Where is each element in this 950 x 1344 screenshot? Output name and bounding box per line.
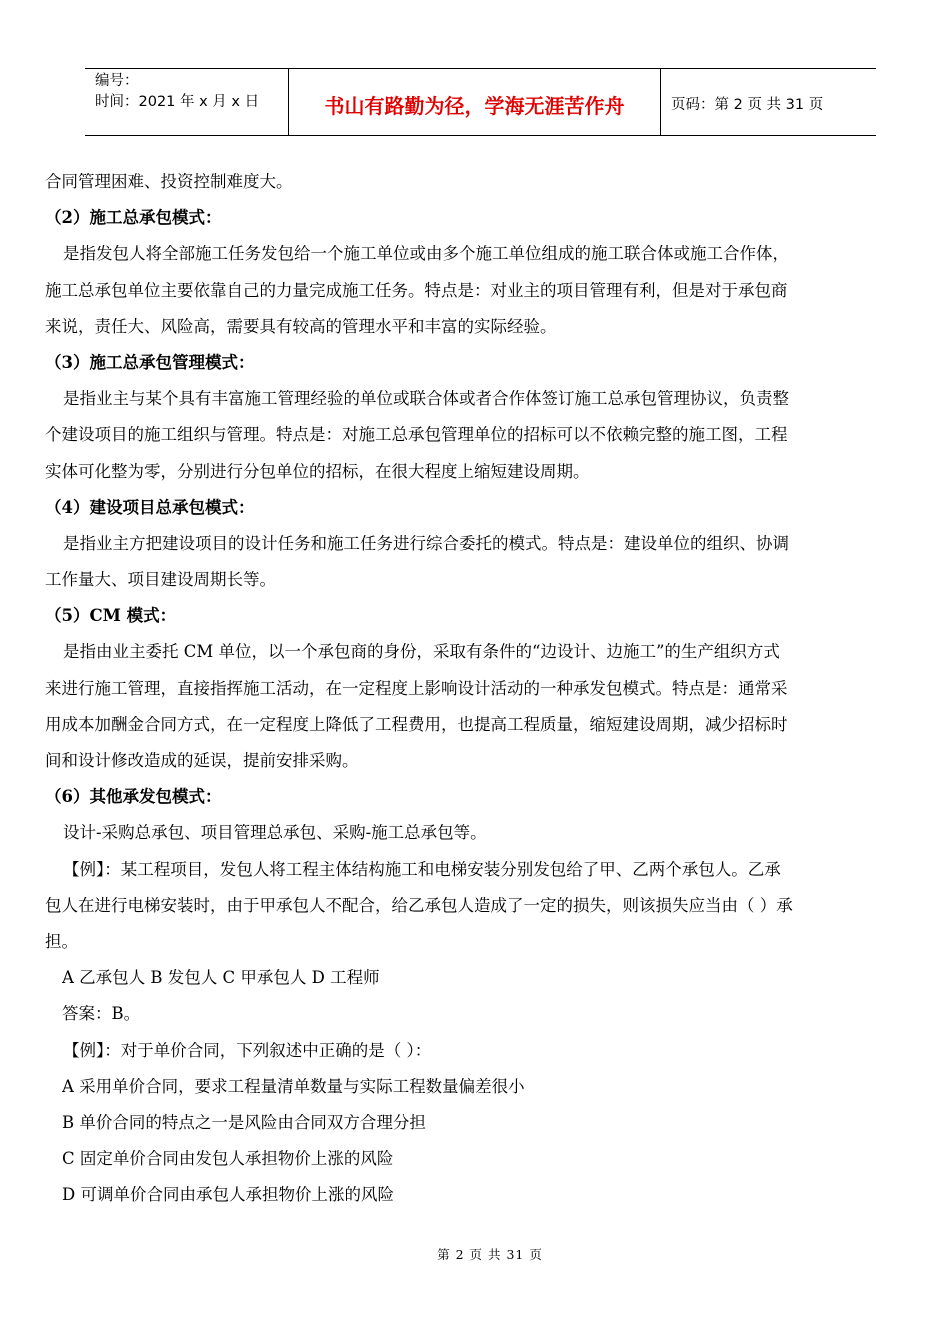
option-c: C 固定单价合同由发包人承担物价上涨的风险: [62, 1149, 394, 1169]
section-heading: （4）建设项目总承包模式：: [45, 497, 255, 517]
body-line: 施工总承包单位主要依靠自己的力量完成施工任务。特点是：对业主的项目管理有利，但是对于承包商: [45, 280, 788, 300]
answer-text: 答案：B。: [62, 1004, 141, 1024]
option-d: D 可调单价合同由承包人承担物价上涨的风险: [62, 1185, 394, 1205]
body-line: 设计-采购总承包、项目管理总承包、采购-施工总承包等。: [63, 823, 487, 843]
body-line: 担。: [45, 931, 78, 951]
body-line: 个建设项目的施工组织与管理。特点是：对施工总承包管理单位的招标可以不依赖完整的施工图，工程: [45, 425, 788, 445]
section-heading: （6）其他承发包模式：: [45, 787, 222, 807]
document-header: [85, 68, 876, 136]
body-line: 来进行施工管理，直接指挥施工活动，在一定程度上影响设计活动的一种承发包模式。特点是：通常采: [45, 678, 788, 698]
body-line: 用成本加酬金合同方式，在一定程度上降低了工程费用，也提高工程质量，缩短建设周期，减少招标时: [45, 714, 788, 734]
document-number-label: 编号：: [95, 73, 139, 89]
page-footer: 第 2 页 共 31 页: [437, 1247, 543, 1262]
section-heading: （2）施工总承包模式：: [45, 208, 222, 228]
body-line: 间和设计修改造成的延误，提前安排采购。: [45, 751, 359, 770]
section-heading: （3）施工总承包管理模式：: [45, 352, 255, 372]
option-a: A 采用单价合同，要求工程量清单数量与实际工程数量偏差很小: [62, 1076, 525, 1096]
header-motto: 书山有路勤为径，学海无涯苦作舟: [288, 69, 661, 135]
body-line: 是指业主与某个具有丰富施工管理经验的单位或联合体或者合作体签订施工总承包管理协议，负责整: [63, 389, 789, 409]
body-line: 工作量大、项目建设周期长等。: [45, 570, 276, 590]
body-line: 来说，责任大、风险高，需要具有较高的管理水平和丰富的实际经验。: [45, 316, 557, 336]
example-question: 【例】：某工程项目，发包人将工程主体结构施工和电梯安装分别发包给了甲、乙两个承包人。乙承: [63, 859, 781, 879]
body-line: 合同管理困难、投资控制难度大。: [45, 172, 293, 191]
section-heading: （5）CM 模式：: [45, 606, 177, 626]
answer-options: A 乙承包人 B 发包人 C 甲承包人 D 工程师: [62, 968, 380, 988]
option-b: B 单价合同的特点之一是风险由合同双方合理分担: [62, 1112, 426, 1132]
example-question: 【例】：对于单价合同，下列叙述中正确的是（ ）：: [63, 1040, 432, 1060]
body-line: 实体可化整为零，分别进行分包单位的招标，在很大程度上缩短建设周期。: [45, 461, 590, 481]
header-page-label: 页码：第 2 页 共 31 页: [671, 96, 824, 113]
header-meta: [85, 69, 288, 135]
document-time-label: 时间：2021 年 x 月 x 日: [95, 94, 260, 110]
document-body: [45, 164, 920, 1213]
body-line: 包人在进行电梯安装时，由于甲承包人不配合，给乙承包人造成了一定的损失，则该损失应当由（ ）承: [45, 895, 793, 915]
body-line: 是指由业主委托 CM 单位，以一个承包商的身份，采取有条件的“边设计、边施工”的生产组织方式: [63, 642, 780, 662]
body-line: 是指业主方把建设项目的设计任务和施工任务进行综合委托的模式。特点是：建设单位的组织、协调: [63, 533, 789, 553]
body-line: 是指发包人将全部施工任务发包给一个施工单位或由多个施工单位组成的施工联合体或施工合作体，: [63, 244, 789, 264]
